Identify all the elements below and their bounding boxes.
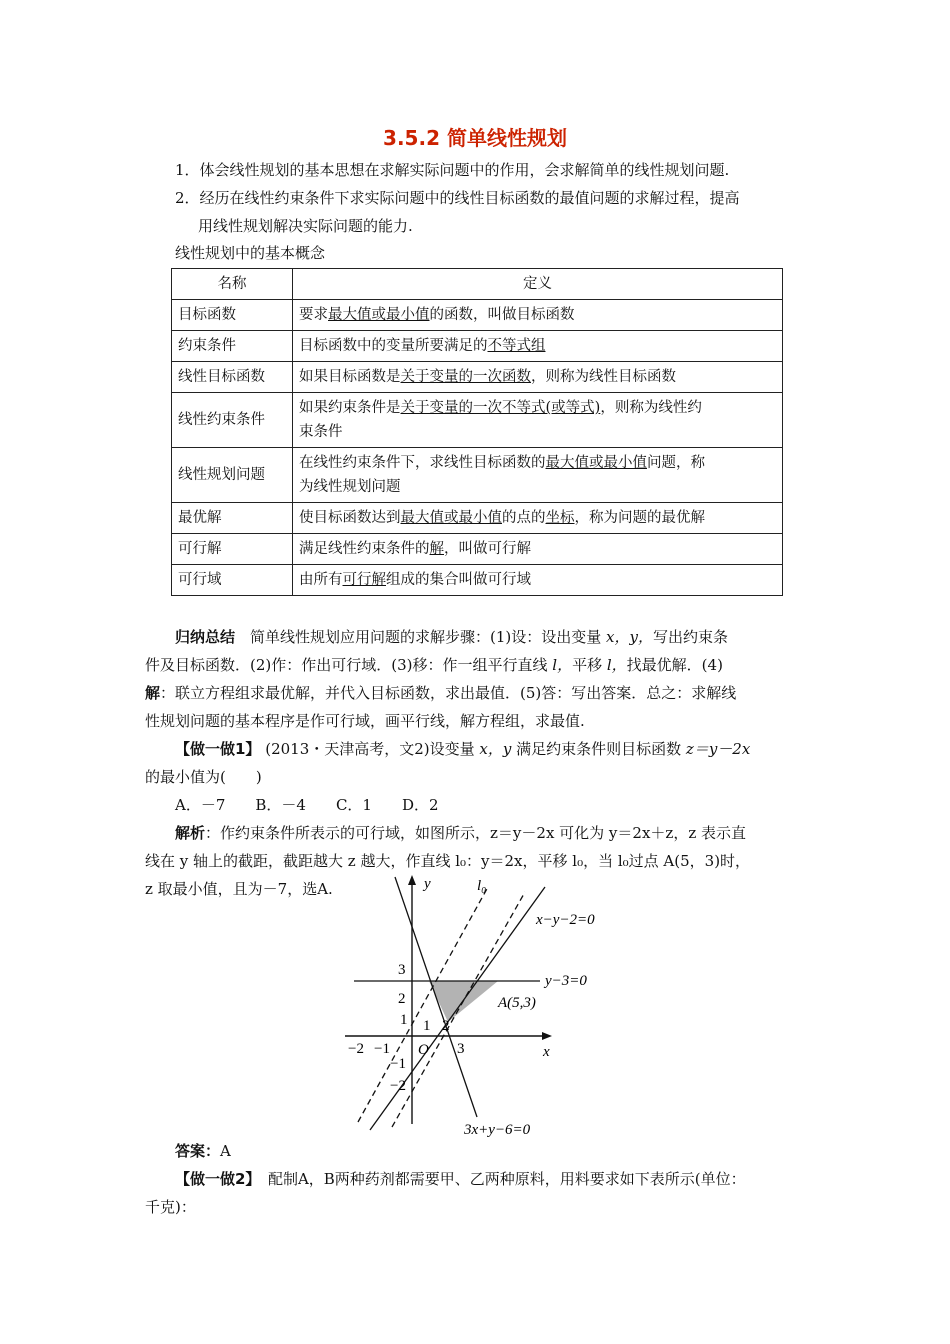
xtick-1: 1 bbox=[423, 1018, 431, 1034]
row-name: 线性目标函数 bbox=[172, 362, 293, 393]
row-definition: 要求最大值或最小值的函数，叫做目标函数 bbox=[293, 300, 783, 331]
row-name: 可行域 bbox=[172, 565, 293, 596]
summary-line-4: 性规划问题的基本程序是作可行域，画平行线，解方程组，求最值. bbox=[145, 712, 585, 730]
ytick-1: 1 bbox=[400, 1012, 408, 1028]
row-definition: 由所有可行解组成的集合叫做可行域 bbox=[293, 565, 783, 596]
solution-line-1: 解析：作约束条件所表示的可行域，如图所示，z＝y－2x 可化为 y＝2x＋z，z 表示直 bbox=[175, 824, 746, 842]
exercise1-options: A．－7 B．－4 C．1 D．2 bbox=[175, 796, 439, 814]
y-axis-label: y bbox=[424, 876, 431, 892]
solution-label: 解析 bbox=[175, 824, 206, 842]
objective-2-cont: 用线性规划解决实际问题的能力. bbox=[198, 217, 413, 235]
exercise1-line-2: 的最小值为( ) bbox=[145, 768, 262, 786]
y-axis-arrow bbox=[408, 875, 416, 885]
xtick-2: 2 bbox=[442, 1018, 450, 1034]
table-header-row bbox=[172, 269, 783, 300]
ytick-m1: −1 bbox=[390, 1056, 406, 1072]
row-definition: 目标函数中的变量所要满足的不等式组 bbox=[293, 331, 783, 362]
table-row bbox=[172, 565, 783, 596]
xtick-m2: −2 bbox=[348, 1041, 364, 1057]
exercise2-line-1: 【做一做2】 配制A，B两种药剂都需要甲、乙两种原料，用料要求如下表所示(单位： bbox=[175, 1170, 746, 1188]
row-name: 可行解 bbox=[172, 534, 293, 565]
line-c-label: 3x+y−6=0 bbox=[464, 1122, 531, 1137]
exercise1-line-1: 【做一做1】 (2013・天津高考，文2)设变量 x，y 满足约束条件则目标函数 z＝y－2x bbox=[175, 740, 751, 758]
concept-table bbox=[171, 268, 783, 596]
solution-line-3: z 取最小值，且为－7，选A. bbox=[145, 880, 333, 898]
objective-2: 2．经历在线性约束条件下求实际问题中的线性目标函数的最值问题的求解过程，提高 bbox=[175, 189, 740, 207]
objective-1: 1．体会线性规划的基本思想在求解实际问题中的作用，会求解简单的线性规划问题. bbox=[175, 161, 730, 179]
exercise2-label: 【做一做2】 bbox=[175, 1170, 253, 1188]
solution-line-2: 线在 y 轴上的截距，截距越大 z 越大，作直线 l₀：y＝2x，平移 l₀，当 l₀过点 A(5，3)时， bbox=[145, 852, 751, 870]
table-row bbox=[172, 393, 783, 448]
exercise1-label: 【做一做1】 bbox=[175, 740, 261, 758]
page-title: 3.5.2 简单线性规划 bbox=[383, 126, 567, 150]
row-name: 约束条件 bbox=[172, 331, 293, 362]
table-row bbox=[172, 448, 783, 503]
row-name: 线性规划问题 bbox=[172, 448, 293, 503]
header-name: 名称 bbox=[172, 269, 293, 300]
origin-label: O bbox=[418, 1042, 429, 1058]
summary-label: 归纳总结 bbox=[175, 628, 236, 646]
row-definition: 使目标函数达到最大值或最小值的点的坐标，称为问题的最优解 bbox=[293, 503, 783, 534]
row-definition: 如果约束条件是关于变量的一次不等式(或等式)，则称为线性约 束条件 bbox=[293, 393, 783, 448]
table-row bbox=[172, 362, 783, 393]
x-axis-arrow bbox=[542, 1032, 552, 1040]
x-axis-label: x bbox=[543, 1044, 550, 1060]
answer-label: 答案： bbox=[175, 1142, 221, 1160]
line-b-label: y−3=0 bbox=[545, 973, 587, 989]
answer-value: A bbox=[220, 1142, 231, 1160]
xtick-m1: −1 bbox=[374, 1041, 390, 1057]
point-a-label: A(5,3) bbox=[498, 995, 536, 1011]
row-definition: 在线性约束条件下，求线性目标函数的最大值或最小值问题，称 为线性规划问题 bbox=[293, 448, 783, 503]
l0-label: l₀ bbox=[477, 878, 487, 894]
summary-line-1: 归纳总结 简单线性规划应用问题的求解步骤：(1)设：设出变量 x，y，写出约束条 bbox=[175, 628, 728, 646]
line-a-label: x−y−2=0 bbox=[536, 912, 595, 928]
table-caption: 线性规划中的基本概念 bbox=[175, 244, 326, 262]
table-row bbox=[172, 503, 783, 534]
row-definition: 如果目标函数是关于变量的一次函数，则称为线性目标函数 bbox=[293, 362, 783, 393]
table-row bbox=[172, 331, 783, 362]
table-row bbox=[172, 300, 783, 331]
answer-line bbox=[175, 1141, 825, 1161]
exercise2-line-2: 千克)： bbox=[145, 1198, 196, 1216]
table-row bbox=[172, 534, 783, 565]
summary-line-2: 件及目标函数．(2)作：作出可行域．(3)移：作一组平行直线 l，平移 l，找最优解．(4) bbox=[145, 656, 723, 674]
row-definition: 满足线性约束条件的解，叫做可行解 bbox=[293, 534, 783, 565]
summary-line-3: 解：联立方程组求最优解，并代入目标函数，求出最值．(5)答：写出答案．总之：求解线 bbox=[145, 684, 737, 702]
feasible-region-figure bbox=[340, 872, 630, 1137]
ytick-2: 2 bbox=[398, 991, 406, 1007]
ytick-3: 3 bbox=[398, 962, 406, 978]
ytick-m2: −2 bbox=[390, 1078, 406, 1094]
row-name: 目标函数 bbox=[172, 300, 293, 331]
row-name: 最优解 bbox=[172, 503, 293, 534]
row-name: 线性约束条件 bbox=[172, 393, 293, 448]
xtick-3: 3 bbox=[457, 1041, 465, 1057]
header-definition: 定义 bbox=[293, 269, 783, 300]
